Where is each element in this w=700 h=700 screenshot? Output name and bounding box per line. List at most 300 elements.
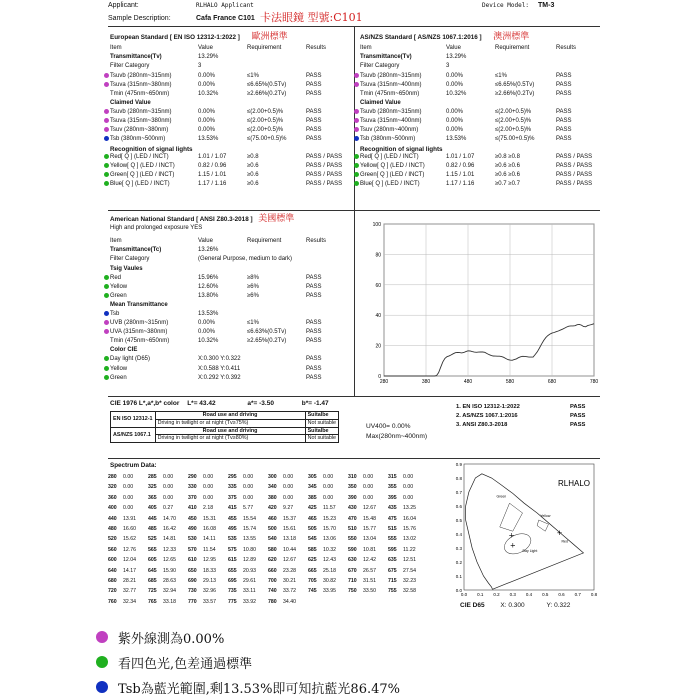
x-tick-label: 0.2 <box>493 592 500 597</box>
result-row <box>110 73 350 82</box>
marker-dot <box>354 136 359 141</box>
cell-item: Tsuvb (280nm~315nm) <box>360 108 422 115</box>
cell-value: 0.00% <box>198 320 216 327</box>
result-row <box>110 347 350 356</box>
spectrum-value: 28.63 <box>163 577 176 584</box>
cell-req: ≥0.8 <box>247 154 259 161</box>
result-row <box>360 154 600 163</box>
spectrum-wavelength: 470 <box>348 515 357 522</box>
cell-value: 1.15 / 1.01 <box>198 172 227 179</box>
spectrum-wavelength: 430 <box>348 505 357 512</box>
cell-item: Green[ Q ] (LED / INCT) <box>360 172 425 179</box>
cell-res: PASS <box>556 81 572 88</box>
cell-value: 0.00% <box>198 329 216 336</box>
x-tick-label: 0.5 <box>542 592 549 597</box>
spectrum-value: 0.00 <box>283 474 294 480</box>
cell-value: 0.00% <box>446 81 464 88</box>
us-rows <box>110 247 350 383</box>
cell-item: Yellow <box>110 365 128 372</box>
cell-item: Day light (D65) <box>110 356 151 363</box>
marker-dot <box>104 366 109 371</box>
spectrum-value: 11.54 <box>203 546 216 553</box>
spectrum-value: 15.76 <box>403 525 416 532</box>
spectrum-wavelength: 425 <box>308 505 317 512</box>
result-row <box>110 118 350 127</box>
spectrum-wavelength: 555 <box>388 536 397 543</box>
y-tick-label: 60 <box>375 282 381 289</box>
spectrum-value: 34.40 <box>283 598 296 605</box>
spectrum-value: 13.18 <box>283 536 296 543</box>
cell-req: ≥6% <box>247 283 259 290</box>
result-row <box>110 320 350 329</box>
sample-value: Cafa France C101 <box>196 15 255 22</box>
spectrum-value: 0.00 <box>123 494 134 501</box>
caption-dot <box>96 681 108 693</box>
transmittance-line <box>384 324 594 376</box>
cell-res: PASS <box>306 374 322 381</box>
cell-value: 15.96% <box>198 274 219 281</box>
cell-res: PASS <box>556 90 572 97</box>
y-tick-label: 0.8 <box>455 476 462 481</box>
cell-res: PASS <box>306 72 322 79</box>
y-tick-label: 0.1 <box>455 574 462 579</box>
result-row <box>110 302 350 311</box>
spectrum-value: 33.11 <box>243 588 256 595</box>
spectrum-wavelength: 380 <box>268 494 277 501</box>
spectrum-title: Spectrum Data: <box>110 462 157 469</box>
cell-value: 1.17 / 1.16 <box>446 181 475 188</box>
marker-dot <box>354 82 359 87</box>
cell-req: ≤(2.00+0.5)% <box>247 127 284 134</box>
result-row <box>110 54 350 63</box>
spectrum-value: 0.00 <box>123 474 134 480</box>
spectrum-value: 12.65 <box>163 557 176 564</box>
cell-item: Blue[ Q ] (LED / INCT) <box>110 181 170 188</box>
spectrum-wavelength: 295 <box>228 474 237 480</box>
spectrum-value: 15.77 <box>363 525 376 532</box>
marker-dot <box>104 172 109 177</box>
y-tick-label: 0.6 <box>455 504 462 509</box>
cell-value: 13.80% <box>198 292 219 299</box>
cell-res: PASS <box>306 90 322 97</box>
marker-dot <box>104 293 109 298</box>
spectrum-wavelength: 305 <box>308 474 317 480</box>
cell-item: Tsb (380nm~500nm) <box>360 136 416 143</box>
eu-signal-title: Recognition of signal lights <box>110 146 193 154</box>
cell-item: Tsuvb (280nm~315nm) <box>110 108 172 115</box>
spectrum-wavelength: 635 <box>388 557 397 564</box>
spectrum-wavelength: 755 <box>388 588 397 595</box>
applicant-label: Applicant: <box>108 2 139 9</box>
spectrum-value: 10.81 <box>363 546 376 553</box>
marker-dot <box>354 163 359 168</box>
cell-value: 13.29% <box>446 54 467 61</box>
y-tick-label: 0 <box>378 374 381 380</box>
spectrum-value: 32.34 <box>123 598 136 605</box>
spectrum-wavelength: 545 <box>308 536 317 543</box>
measured-point: + <box>556 528 563 537</box>
spectrum-wavelength: 665 <box>308 567 317 574</box>
y-tick-label: 0.7 <box>455 490 462 495</box>
spectrum-value: 29.61 <box>243 577 256 584</box>
spectrum-value: 10.32 <box>323 546 336 553</box>
cell-item: Claimed Value <box>110 99 151 106</box>
cell-req: ≤(2.00+0.5)% <box>495 108 532 115</box>
cell-value: 1.17 / 1.16 <box>198 181 227 188</box>
result-row <box>110 338 350 347</box>
au-signals <box>360 154 600 190</box>
cell-res: PASS / PASS <box>306 154 343 161</box>
cell-value: X:0.292 Y:0.392 <box>198 374 241 381</box>
cell-item: Color CIE <box>110 347 138 354</box>
spectrum-value: 12.67 <box>363 505 376 512</box>
result-row <box>110 100 350 109</box>
spectrum-wavelength: 475 <box>388 515 397 522</box>
cell-res: PASS / PASS <box>306 163 343 170</box>
x-tick-label: 280 <box>379 379 389 385</box>
spectrum-value: 14.81 <box>163 536 176 543</box>
cell-res: PASS <box>306 127 322 134</box>
cell-req: ≤1% <box>247 72 259 79</box>
divider <box>354 210 355 396</box>
spectrum-value: 33.50 <box>363 588 376 595</box>
cell-req: ≥0.6 <box>247 172 259 179</box>
marker-dot <box>104 118 109 123</box>
spectrum-value: 15.61 <box>283 525 296 532</box>
spectrum-wavelength: 300 <box>268 474 277 480</box>
cell-value: 0.00% <box>446 108 464 115</box>
spectrum-wavelength: 360 <box>108 494 117 501</box>
spectrum-value: 16.60 <box>123 525 136 532</box>
x-tick-label: 0.1 <box>477 592 484 597</box>
cell-item: Mean Transmittance <box>110 301 168 308</box>
spectrum-wavelength: 455 <box>228 515 237 522</box>
brand-label: RLHALO <box>557 479 590 488</box>
spectrum-value: 0.00 <box>283 494 294 501</box>
spectrum-wavelength: 525 <box>148 536 157 543</box>
cell-item: Red[ Q ] (LED / INCT) <box>110 154 169 161</box>
us-standard-section <box>110 214 350 384</box>
spectrum-wavelength: 330 <box>188 484 197 491</box>
region-label-yellow: Yellow <box>540 514 551 519</box>
spectrum-wavelength: 520 <box>108 536 117 543</box>
spectrum-value: 0.00 <box>363 474 374 480</box>
spectrum-value: 12.51 <box>403 557 416 564</box>
spectrum-wavelength: 760 <box>108 598 117 605</box>
cell-res: PASS <box>306 365 322 372</box>
cell-item: Tsuv (280nm~380nm) <box>110 127 169 134</box>
spectrum-value: 32.23 <box>403 577 416 584</box>
measured-point: + <box>509 541 516 550</box>
cell-item: Red <box>110 274 122 281</box>
x-tick-label: 580 <box>505 379 515 385</box>
spectrum-value: 15.23 <box>323 515 336 522</box>
cell-item: Transmittance(Tv) <box>360 54 412 61</box>
result-row <box>360 118 600 127</box>
marker-dot <box>104 375 109 380</box>
cell-value: (General Purpose, medium to dark) <box>198 256 293 263</box>
cell-item: Tsuv (280nm~400nm) <box>360 127 419 134</box>
cell-item: Tsuva (315nm~400nm) <box>360 118 422 124</box>
caption-uv: 紫外線測為0.00% <box>118 628 224 647</box>
spectrum-value: 14.17 <box>123 567 136 574</box>
spectrum-wavelength: 710 <box>348 577 357 584</box>
spectrum-wavelength: 765 <box>148 598 157 605</box>
spectrum-value: 9.27 <box>283 505 294 512</box>
cell-item: Tsb <box>110 311 120 317</box>
cell-value: 10.32% <box>198 90 219 97</box>
x-tick-label: 0.7 <box>574 592 581 597</box>
spectrum-wavelength: 285 <box>148 474 157 480</box>
cell-value: 1.01 / 1.07 <box>198 154 227 161</box>
cell-value: 1.15 / 1.01 <box>446 172 475 179</box>
result-row <box>360 73 600 82</box>
marker-dot <box>354 172 359 177</box>
spectrum-wavelength: 390 <box>348 494 357 501</box>
spectrum-value: 12.89 <box>243 557 256 564</box>
result-row <box>360 172 600 181</box>
cell-value: 0.82 / 0.96 <box>198 163 227 170</box>
spectrum-value: 31.51 <box>363 577 376 584</box>
spectrum-value: 0.00 <box>243 474 254 480</box>
spectrum-wavelength: 530 <box>188 536 197 543</box>
suitability-row: AS/NZS 1067.1 Road use and driving Suitalbe <box>111 427 339 435</box>
spectrum-wavelength: 715 <box>388 577 397 584</box>
spectrum-wavelength: 395 <box>388 494 397 501</box>
spectrum-value: 28.21 <box>123 577 136 584</box>
result-row <box>360 109 600 118</box>
cell-item: Tsig Vaules <box>110 265 143 272</box>
cell-value: 12.60% <box>198 283 219 290</box>
spectrum-wavelength: 510 <box>348 525 357 532</box>
marker-dot <box>104 320 109 325</box>
spectrum-value: 29.13 <box>203 577 216 584</box>
spectrum-wavelength: 460 <box>268 515 277 522</box>
spectrum-wavelength: 730 <box>188 588 197 595</box>
cell-item: Red[ Q ] (LED / INCT) <box>360 154 419 161</box>
spectrum-wavelength: 505 <box>308 525 317 532</box>
marker-dot <box>354 109 359 114</box>
spectrum-wavelength: 405 <box>148 505 157 512</box>
au-standard-section <box>360 32 600 191</box>
region-label-daylight: Day Light <box>522 549 538 554</box>
cell-req: ≤1% <box>247 320 259 327</box>
cell-res: PASS <box>306 320 322 327</box>
cell-value: 0.00% <box>198 118 216 124</box>
cell-item: Filter Category <box>110 256 150 263</box>
spectrum-wavelength: 735 <box>228 588 237 595</box>
spectrum-value: 14.70 <box>163 515 176 522</box>
cell-req: ≤(75.00+0.5)% <box>247 136 287 143</box>
result-row <box>110 136 350 145</box>
x-tick-label: 0.3 <box>509 592 516 597</box>
suitability-row: Driving in twilight or at night (Tv≥80%) Not suitable <box>111 435 339 443</box>
cell-value: 13.26% <box>198 247 219 254</box>
cell-item: Tsb (380nm~500nm) <box>110 136 166 143</box>
sample-note: 卡法眼鏡 型號:C101 <box>260 11 363 24</box>
spectrum-value: 15.70 <box>323 525 336 532</box>
result-row <box>110 247 350 256</box>
cell-req: ≤(2.00+0.5)% <box>495 118 532 124</box>
cell-res: PASS <box>306 274 322 281</box>
divider <box>108 458 600 459</box>
spectrum-wavelength: 580 <box>268 546 277 553</box>
spectrum-wavelength: 570 <box>188 546 197 553</box>
cell-res: PASS <box>556 72 572 79</box>
cell-res: PASS <box>556 136 572 143</box>
spectrum-wavelength: 465 <box>308 515 317 522</box>
divider <box>108 396 600 397</box>
spectrum-wavelength: 750 <box>348 588 357 595</box>
spectrum-wavelength: 745 <box>308 588 317 595</box>
spectrum-wavelength: 315 <box>388 474 397 480</box>
spectrum-wavelength: 650 <box>188 567 197 574</box>
x-tick-label: 0.4 <box>525 592 533 597</box>
spectrum-wavelength: 340 <box>268 484 277 491</box>
cell-res: PASS <box>556 127 572 134</box>
spectrum-wavelength: 640 <box>108 567 117 574</box>
spectrum-wavelength: 685 <box>148 577 157 584</box>
spectrum-value: 0.00 <box>243 494 254 501</box>
cell-req: ≤1% <box>495 72 507 79</box>
spectrum-value: 0.00 <box>403 494 414 501</box>
spectrum-value: 10.44 <box>283 546 296 553</box>
spectrum-wavelength: 610 <box>188 557 197 564</box>
marker-dot <box>354 73 359 78</box>
suitability-table <box>110 411 339 443</box>
spectrum-wavelength: 435 <box>388 505 397 512</box>
result-row <box>110 275 350 284</box>
spectrum-wavelength: 615 <box>228 557 237 564</box>
summary-row: 3. ANSI Z80.3-2018 PASS <box>456 422 586 429</box>
spectrum-wavelength: 680 <box>108 577 117 584</box>
cell-res: PASS / PASS <box>556 172 593 179</box>
cell-res: PASS <box>306 283 322 290</box>
result-row <box>110 163 350 172</box>
spectrum-value: 23.28 <box>283 567 296 574</box>
eu-rows <box>110 54 350 145</box>
spectrum-wavelength: 490 <box>188 525 197 532</box>
cell-item: Claimed Value <box>360 99 401 106</box>
us-subtitle: High and prolonged exposure YES <box>110 225 203 232</box>
cell-item: Tsuva (315nm~380nm) <box>110 81 172 88</box>
cell-value: 3 <box>446 63 450 70</box>
eu-signals <box>110 154 350 190</box>
spectrum-wavelength: 780 <box>268 598 277 605</box>
spectrum-wavelength: 690 <box>188 577 197 584</box>
spectrum-value: 0.00 <box>363 494 374 501</box>
result-row <box>110 293 350 302</box>
spectrum-wavelength: 675 <box>388 567 397 574</box>
marker-dot <box>104 127 109 132</box>
spectrum-wavelength: 695 <box>228 577 237 584</box>
result-row <box>110 266 350 275</box>
cell-req: ≥0.7 ≥0.7 <box>495 181 520 188</box>
cell-value: 0.00% <box>446 127 464 134</box>
cell-item: Filter Category <box>360 63 400 70</box>
spectrum-wavelength: 655 <box>228 567 237 574</box>
suitability-row: EN ISO 12312-1 Road use and driving Suitalbe <box>111 412 339 420</box>
cell-item: Tsuvb (280nm~315nm) <box>110 72 172 79</box>
summary-row: 2. AS/NZS 1067.1:2016 PASS <box>456 413 586 420</box>
marker-dot <box>354 181 359 186</box>
cell-res: PASS <box>306 118 322 124</box>
spectrum-wavelength: 450 <box>188 515 197 522</box>
cie-lab-line: CIE 1976 L*,a*,b* color L*= 43.42 a*= -3.50 b*= -1.47 <box>110 400 329 407</box>
cell-req: ≥8% <box>247 274 259 281</box>
cell-value: 13.53% <box>446 136 467 143</box>
spectrum-wavelength: 365 <box>148 494 157 501</box>
summary-row: 1. EN ISO 12312-1:2022 PASS <box>456 404 586 410</box>
spectrum-wavelength: 485 <box>148 525 157 532</box>
spectrum-wavelength: 515 <box>388 525 397 532</box>
spectrum-wavelength: 575 <box>228 546 237 553</box>
spectrum-value: 32.77 <box>123 588 136 595</box>
spectrum-wavelength: 410 <box>188 505 197 512</box>
cell-item: Yellow[ Q ] (LED / INCT) <box>110 163 175 170</box>
result-row <box>360 91 600 100</box>
cell-value: 0.82 / 0.96 <box>446 163 475 170</box>
spectrum-wavelength: 700 <box>268 577 277 584</box>
marker-dot <box>354 118 359 123</box>
spectrum-value: 16.42 <box>163 525 176 532</box>
spectrum-value: 15.74 <box>243 525 256 532</box>
marker-dot <box>354 154 359 159</box>
green-region <box>500 503 523 531</box>
marker-dot <box>104 109 109 114</box>
spectrum-value: 18.33 <box>203 567 216 574</box>
cell-res: PASS <box>306 81 322 88</box>
transmittance-chart <box>364 218 600 394</box>
spectrum-value: 30.21 <box>283 577 296 584</box>
cell-item: Tsuva (315nm~400nm) <box>360 81 422 88</box>
cell-res: PASS / PASS <box>556 163 593 170</box>
cell-item: Green <box>110 292 127 299</box>
cell-item: Green[ Q ] (LED / INCT) <box>110 172 175 179</box>
cell-res: PASS <box>306 329 322 336</box>
marker-dot <box>104 154 109 159</box>
result-row <box>360 127 600 136</box>
cell-value: X:0.300 Y:0.322 <box>198 356 241 363</box>
spectrum-value: 0.00 <box>163 484 174 491</box>
cell-item: Green <box>110 374 127 381</box>
spectrum-value: 15.90 <box>163 567 176 574</box>
cell-req: ≤(75.00+0.5)% <box>495 136 535 143</box>
cell-res: PASS <box>556 118 572 124</box>
marker-dot <box>104 163 109 168</box>
x-tick-label: 0.6 <box>558 592 565 597</box>
cell-value: 13.53% <box>198 136 219 143</box>
cell-req: ≥2.66%(0.2Tv) <box>247 90 287 97</box>
spectrum-wavelength: 535 <box>228 536 237 543</box>
spectrum-wavelength: 770 <box>188 598 197 605</box>
spectrum-value: 33.95 <box>323 588 336 595</box>
y-tick-label: 0.2 <box>455 560 462 565</box>
spectrum-wavelength: 550 <box>348 536 357 543</box>
device-label: Device Model: <box>482 2 529 9</box>
spectrum-value: 12.33 <box>163 546 176 553</box>
spectrum-value: 10.80 <box>243 546 256 553</box>
spectrum-value: 27.54 <box>403 567 416 574</box>
y-tick-label: 40 <box>375 313 381 320</box>
cell-value: 0.00% <box>198 81 216 88</box>
applicant-value: RLHALO Applicant <box>196 2 254 9</box>
marker-dot <box>104 73 109 78</box>
result-row <box>110 256 350 265</box>
spectrum-value: 12.76 <box>123 546 136 553</box>
uv400-range: Max(280nm~400nm) <box>366 433 428 441</box>
spectrum-value: 33.92 <box>243 598 256 605</box>
